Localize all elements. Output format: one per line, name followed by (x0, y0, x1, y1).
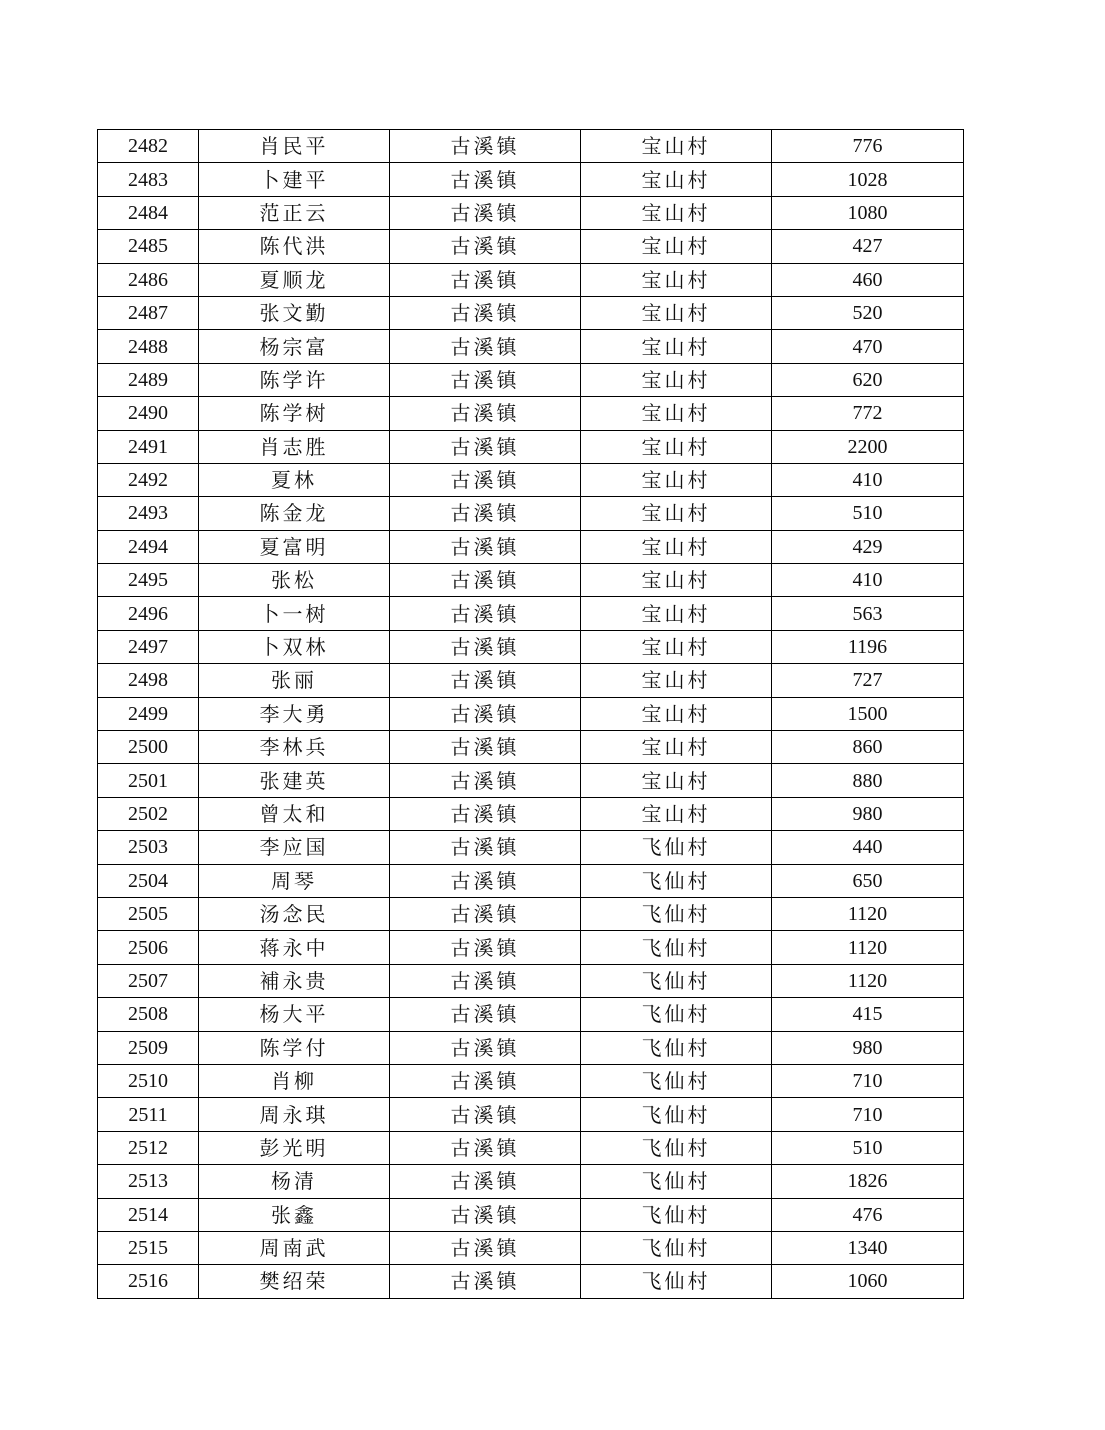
amount-cell: 415 (772, 998, 964, 1031)
village-cell: 宝山村 (581, 363, 772, 396)
serial-number-cell: 2514 (98, 1198, 199, 1231)
amount-cell: 476 (772, 1198, 964, 1231)
table-row (98, 964, 964, 997)
amount-cell: 727 (772, 664, 964, 697)
town-cell: 古溪镇 (390, 630, 581, 663)
amount-cell: 772 (772, 397, 964, 430)
town-cell: 古溪镇 (390, 697, 581, 730)
table-row (98, 1131, 964, 1164)
town-cell: 古溪镇 (390, 864, 581, 897)
table-row (98, 1265, 964, 1298)
table-row (98, 463, 964, 496)
village-cell: 宝山村 (581, 163, 772, 196)
amount-cell: 1120 (772, 964, 964, 997)
table-row (98, 1098, 964, 1131)
amount-cell: 650 (772, 864, 964, 897)
table-row (98, 1231, 964, 1264)
name-cell: 肖柳 (199, 1064, 390, 1097)
table-row (98, 630, 964, 663)
table-row (98, 530, 964, 563)
table-row (98, 1064, 964, 1097)
serial-number-cell: 2504 (98, 864, 199, 897)
name-cell: 陈学树 (199, 397, 390, 430)
name-cell: 夏顺龙 (199, 263, 390, 296)
serial-number-cell: 2513 (98, 1165, 199, 1198)
serial-number-cell: 2483 (98, 163, 199, 196)
village-cell: 宝山村 (581, 597, 772, 630)
amount-cell: 427 (772, 230, 964, 263)
name-cell: 肖民平 (199, 130, 390, 163)
name-cell: 肖志胜 (199, 430, 390, 463)
amount-cell: 460 (772, 263, 964, 296)
table-row (98, 664, 964, 697)
amount-cell: 860 (772, 731, 964, 764)
village-cell: 飞仙村 (581, 897, 772, 930)
town-cell: 古溪镇 (390, 463, 581, 496)
table-body (98, 130, 964, 1299)
serial-number-cell: 2508 (98, 998, 199, 1031)
name-cell: 補永贵 (199, 964, 390, 997)
town-cell: 古溪镇 (390, 797, 581, 830)
amount-cell: 980 (772, 1031, 964, 1064)
amount-cell: 1500 (772, 697, 964, 730)
village-cell: 宝山村 (581, 397, 772, 430)
serial-number-cell: 2511 (98, 1098, 199, 1131)
town-cell: 古溪镇 (390, 196, 581, 229)
village-cell: 飞仙村 (581, 1265, 772, 1298)
table-row (98, 163, 964, 196)
table-row (98, 296, 964, 329)
table-row (98, 931, 964, 964)
name-cell: 周南武 (199, 1231, 390, 1264)
serial-number-cell: 2509 (98, 1031, 199, 1064)
village-cell: 飞仙村 (581, 998, 772, 1031)
village-cell: 宝山村 (581, 230, 772, 263)
table-row (98, 731, 964, 764)
serial-number-cell: 2493 (98, 497, 199, 530)
village-cell: 宝山村 (581, 430, 772, 463)
name-cell: 张鑫 (199, 1198, 390, 1231)
table-row (98, 1031, 964, 1064)
amount-cell: 776 (772, 130, 964, 163)
amount-cell: 1340 (772, 1231, 964, 1264)
table-row (98, 363, 964, 396)
table-row (98, 196, 964, 229)
amount-cell: 410 (772, 463, 964, 496)
serial-number-cell: 2492 (98, 463, 199, 496)
name-cell: 夏林 (199, 463, 390, 496)
serial-number-cell: 2495 (98, 564, 199, 597)
table-row (98, 1198, 964, 1231)
table-row (98, 1165, 964, 1198)
serial-number-cell: 2515 (98, 1231, 199, 1264)
name-cell: 樊绍荣 (199, 1265, 390, 1298)
name-cell: 周琴 (199, 864, 390, 897)
village-cell: 宝山村 (581, 530, 772, 563)
name-cell: 陈金龙 (199, 497, 390, 530)
town-cell: 古溪镇 (390, 397, 581, 430)
table-row (98, 497, 964, 530)
amount-cell: 1080 (772, 196, 964, 229)
name-cell: 李大勇 (199, 697, 390, 730)
town-cell: 古溪镇 (390, 130, 581, 163)
table-row (98, 430, 964, 463)
name-cell: 汤念民 (199, 897, 390, 930)
town-cell: 古溪镇 (390, 530, 581, 563)
town-cell: 古溪镇 (390, 1098, 581, 1131)
town-cell: 古溪镇 (390, 1031, 581, 1064)
town-cell: 古溪镇 (390, 430, 581, 463)
amount-cell: 880 (772, 764, 964, 797)
village-cell: 宝山村 (581, 497, 772, 530)
serial-number-cell: 2496 (98, 597, 199, 630)
name-cell: 彭光明 (199, 1131, 390, 1164)
table-row (98, 864, 964, 897)
village-cell: 飞仙村 (581, 1198, 772, 1231)
town-cell: 古溪镇 (390, 964, 581, 997)
serial-number-cell: 2500 (98, 731, 199, 764)
village-cell: 宝山村 (581, 564, 772, 597)
town-cell: 古溪镇 (390, 1265, 581, 1298)
town-cell: 古溪镇 (390, 1131, 581, 1164)
serial-number-cell: 2506 (98, 931, 199, 964)
name-cell: 蒋永中 (199, 931, 390, 964)
village-cell: 宝山村 (581, 731, 772, 764)
name-cell: 张建英 (199, 764, 390, 797)
amount-cell: 1060 (772, 1265, 964, 1298)
name-cell: 李林兵 (199, 731, 390, 764)
village-cell: 宝山村 (581, 797, 772, 830)
town-cell: 古溪镇 (390, 831, 581, 864)
name-cell: 李应国 (199, 831, 390, 864)
data-table (97, 129, 964, 1299)
town-cell: 古溪镇 (390, 330, 581, 363)
table-row (98, 230, 964, 263)
village-cell: 宝山村 (581, 296, 772, 329)
table-row (98, 564, 964, 597)
serial-number-cell: 2491 (98, 430, 199, 463)
serial-number-cell: 2512 (98, 1131, 199, 1164)
amount-cell: 470 (772, 330, 964, 363)
serial-number-cell: 2510 (98, 1064, 199, 1097)
serial-number-cell: 2489 (98, 363, 199, 396)
town-cell: 古溪镇 (390, 1165, 581, 1198)
name-cell: 周永琪 (199, 1098, 390, 1131)
table-row (98, 330, 964, 363)
serial-number-cell: 2516 (98, 1265, 199, 1298)
amount-cell: 1120 (772, 897, 964, 930)
amount-cell: 520 (772, 296, 964, 329)
serial-number-cell: 2502 (98, 797, 199, 830)
town-cell: 古溪镇 (390, 296, 581, 329)
town-cell: 古溪镇 (390, 564, 581, 597)
serial-number-cell: 2501 (98, 764, 199, 797)
village-cell: 宝山村 (581, 630, 772, 663)
table-row (98, 597, 964, 630)
name-cell: 杨宗富 (199, 330, 390, 363)
town-cell: 古溪镇 (390, 931, 581, 964)
town-cell: 古溪镇 (390, 998, 581, 1031)
serial-number-cell: 2507 (98, 964, 199, 997)
serial-number-cell: 2482 (98, 130, 199, 163)
amount-cell: 710 (772, 1064, 964, 1097)
serial-number-cell: 2488 (98, 330, 199, 363)
table-row (98, 697, 964, 730)
name-cell: 杨大平 (199, 998, 390, 1031)
amount-cell: 710 (772, 1098, 964, 1131)
name-cell: 卜双林 (199, 630, 390, 663)
name-cell: 杨清 (199, 1165, 390, 1198)
village-cell: 飞仙村 (581, 1131, 772, 1164)
village-cell: 飞仙村 (581, 964, 772, 997)
amount-cell: 980 (772, 797, 964, 830)
amount-cell: 429 (772, 530, 964, 563)
town-cell: 古溪镇 (390, 764, 581, 797)
amount-cell: 410 (772, 564, 964, 597)
village-cell: 宝山村 (581, 196, 772, 229)
village-cell: 宝山村 (581, 463, 772, 496)
name-cell: 卜建平 (199, 163, 390, 196)
village-cell: 飞仙村 (581, 1031, 772, 1064)
amount-cell: 2200 (772, 430, 964, 463)
village-cell: 宝山村 (581, 764, 772, 797)
town-cell: 古溪镇 (390, 1064, 581, 1097)
amount-cell: 1120 (772, 931, 964, 964)
serial-number-cell: 2484 (98, 196, 199, 229)
table-row (98, 263, 964, 296)
serial-number-cell: 2503 (98, 831, 199, 864)
serial-number-cell: 2498 (98, 664, 199, 697)
village-cell: 宝山村 (581, 130, 772, 163)
name-cell: 张松 (199, 564, 390, 597)
amount-cell: 510 (772, 497, 964, 530)
serial-number-cell: 2505 (98, 897, 199, 930)
name-cell: 陈学付 (199, 1031, 390, 1064)
amount-cell: 563 (772, 597, 964, 630)
name-cell: 张文勤 (199, 296, 390, 329)
name-cell: 范正云 (199, 196, 390, 229)
name-cell: 张丽 (199, 664, 390, 697)
table-row (98, 831, 964, 864)
amount-cell: 620 (772, 363, 964, 396)
table-row (98, 897, 964, 930)
name-cell: 曾太和 (199, 797, 390, 830)
table-row (98, 797, 964, 830)
village-cell: 飞仙村 (581, 1064, 772, 1097)
amount-cell: 440 (772, 831, 964, 864)
town-cell: 古溪镇 (390, 163, 581, 196)
town-cell: 古溪镇 (390, 597, 581, 630)
village-cell: 飞仙村 (581, 1165, 772, 1198)
amount-cell: 510 (772, 1131, 964, 1164)
serial-number-cell: 2499 (98, 697, 199, 730)
serial-number-cell: 2490 (98, 397, 199, 430)
village-cell: 飞仙村 (581, 931, 772, 964)
village-cell: 飞仙村 (581, 1231, 772, 1264)
town-cell: 古溪镇 (390, 363, 581, 396)
town-cell: 古溪镇 (390, 263, 581, 296)
amount-cell: 1196 (772, 630, 964, 663)
table-row (98, 998, 964, 1031)
town-cell: 古溪镇 (390, 731, 581, 764)
village-cell: 飞仙村 (581, 831, 772, 864)
table-row (98, 397, 964, 430)
name-cell: 卜一树 (199, 597, 390, 630)
town-cell: 古溪镇 (390, 664, 581, 697)
serial-number-cell: 2494 (98, 530, 199, 563)
village-cell: 宝山村 (581, 330, 772, 363)
village-cell: 飞仙村 (581, 864, 772, 897)
name-cell: 陈学许 (199, 363, 390, 396)
serial-number-cell: 2485 (98, 230, 199, 263)
town-cell: 古溪镇 (390, 497, 581, 530)
name-cell: 夏富明 (199, 530, 390, 563)
town-cell: 古溪镇 (390, 897, 581, 930)
village-cell: 宝山村 (581, 263, 772, 296)
town-cell: 古溪镇 (390, 230, 581, 263)
serial-number-cell: 2486 (98, 263, 199, 296)
table-row (98, 764, 964, 797)
amount-cell: 1028 (772, 163, 964, 196)
village-cell: 宝山村 (581, 664, 772, 697)
village-cell: 飞仙村 (581, 1098, 772, 1131)
table-row (98, 130, 964, 163)
town-cell: 古溪镇 (390, 1231, 581, 1264)
serial-number-cell: 2497 (98, 630, 199, 663)
village-cell: 宝山村 (581, 697, 772, 730)
serial-number-cell: 2487 (98, 296, 199, 329)
name-cell: 陈代洪 (199, 230, 390, 263)
town-cell: 古溪镇 (390, 1198, 581, 1231)
amount-cell: 1826 (772, 1165, 964, 1198)
